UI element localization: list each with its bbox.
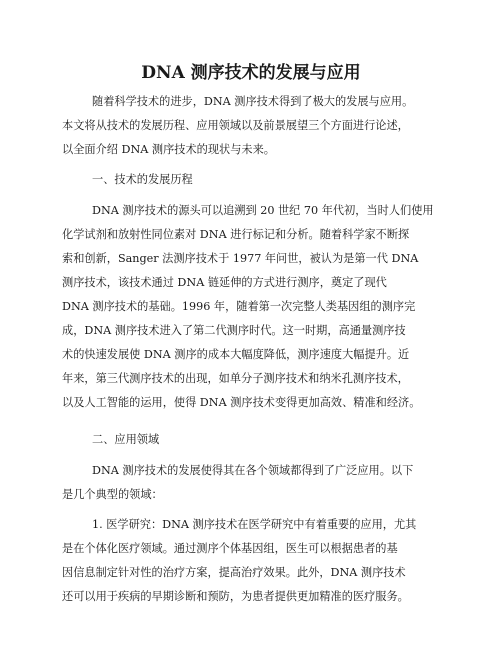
- paragraph-line: 术的快速发展使 DNA 测序的成本大幅度降低，测序速度大幅提升。近: [62, 348, 410, 361]
- list-item-line: 是在个体化医疗领域。通过测序个体基因组，医生可以根据患者的基: [62, 542, 398, 555]
- list-item-line: 还可以用于疾病的早期诊断和预防，为患者提供更加精准的医疗服务。: [62, 590, 409, 603]
- paragraph-line: 以及人工智能的运用，使得 DNA 测序技术变得更加高效、精准和经济。: [62, 396, 421, 409]
- paragraph-line: 化学试剂和放射性同位素对 DNA 进行标记和分析。随着科学家不断探: [62, 228, 410, 241]
- list-item-line: 因信息制定针对性的治疗方案，提高治疗效果。此外，DNA 测序技术: [62, 566, 406, 579]
- intro-line: 随着科学技术的进步，DNA 测序技术得到了极大的发展与应用。: [92, 95, 414, 108]
- paragraph-line: 年来，第三代测序技术的出现，如单分子测序技术和纳米孔测序技术，: [62, 372, 409, 385]
- intro-line: 本文将从技术的发展历程、应用领域以及前景展望三个方面进行论述，: [62, 119, 409, 132]
- section-heading: 一、技术的发展历程: [92, 173, 193, 186]
- paragraph-line: 是几个典型的领域：: [62, 488, 163, 501]
- paragraph-line: DNA 测序技术的基础。1996 年，随着第一次完整人类基因组的测序完: [62, 300, 416, 313]
- paragraph-line: 成，DNA 测序技术进入了第二代测序时代。这一时期，高通量测序技: [62, 324, 406, 337]
- paragraph-line: 测序技术，该技术通过 DNA 链延伸的方式进行测序，奠定了现代: [62, 276, 387, 289]
- paragraph-line: DNA 测序技术的发展使得其在各个领域都得到了广泛应用。以下: [92, 464, 414, 477]
- paragraph-line: 索和创新，Sanger 法测序技术于 1977 年问世，被认为是第一代 DNA: [62, 252, 419, 265]
- paragraph-line: DNA 测序技术的源头可以追溯到 20 世纪 70 年代初，当时人们使用: [92, 204, 434, 217]
- list-item-line: 1. 医学研究：DNA 测序技术在医学研究中有着重要的应用，尤其: [92, 518, 417, 531]
- intro-line: 以全面介绍 DNA 测序技术的现状与未来。: [62, 143, 275, 156]
- document-title: DNA 测序技术的发展与应用: [141, 63, 361, 83]
- section-heading: 二、应用领域: [92, 433, 160, 446]
